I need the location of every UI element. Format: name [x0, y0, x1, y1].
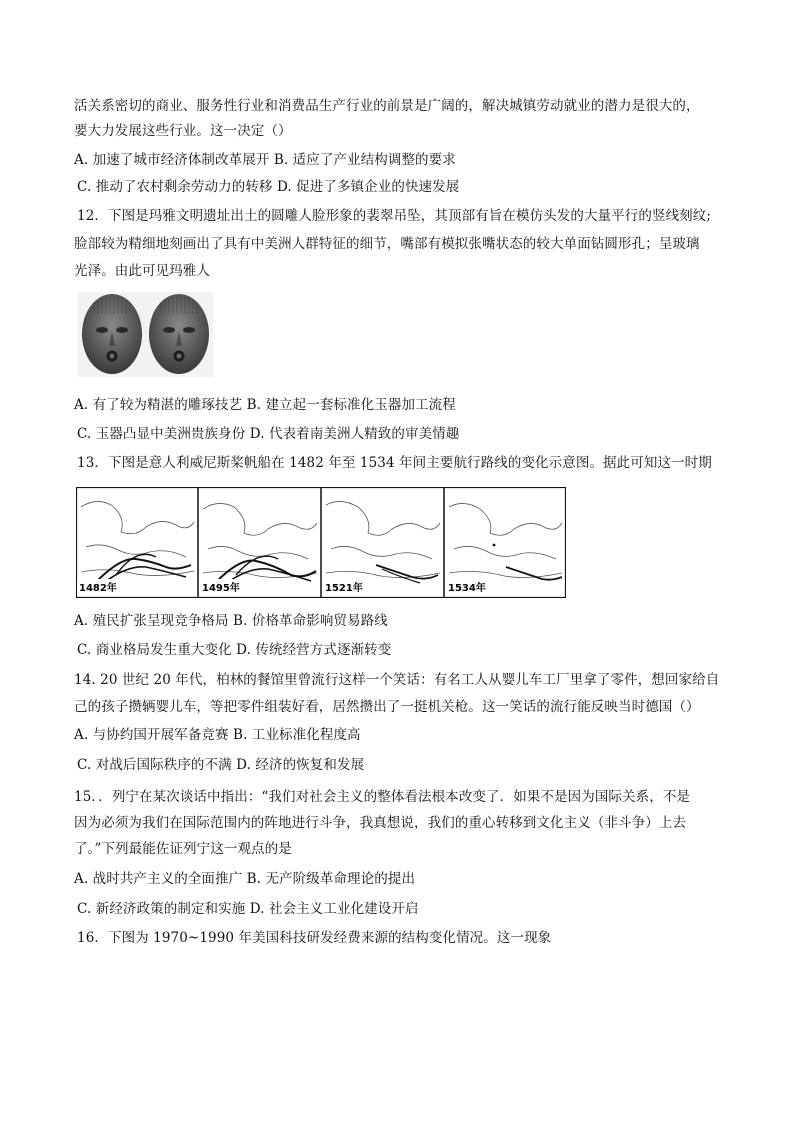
maya-jade-pendant-image: [78, 292, 213, 377]
q14-text-line-2: 己的孩子攒辆婴儿车，等把零件组装好看，居然攒出了一挺机关枪。这一笑话的流行能反映当时德国（）: [74, 699, 700, 715]
map-year-label-3: 1521年: [325, 583, 363, 594]
q15-options-cd: [77, 899, 419, 919]
mask-side: [149, 294, 209, 374]
q11-options-ab: [74, 150, 456, 170]
q15-text-line-1: 15．．列宁在某次谈话中指出：“我们对社会主义的整体看法根本改变了．如果不是因为国际关系，不是: [74, 789, 691, 805]
q11-option-a[interactable]: A. 加速了城市经济体制改革展开: [74, 152, 270, 168]
q12-text-line-2: 脸部较为精细地刻画出了具有中美洲人群特征的细节，嘴部有模拟张嘴状态的较大单面钻圆形孔；呈玻璃: [74, 236, 700, 252]
q12-options-ab: [74, 395, 456, 415]
q12-option-d[interactable]: D. 代表着南美洲人精致的审美情趣: [249, 426, 460, 442]
q15-option-c[interactable]: C. 新经济政策的制定和实施: [77, 901, 246, 917]
q14-option-d[interactable]: D. 经济的恢复和发展: [236, 757, 365, 773]
q15-options-ab: [74, 869, 415, 889]
mask-front: [82, 294, 142, 374]
q15-option-b[interactable]: B. 无产阶级革命理论的提出: [246, 871, 416, 887]
q14-option-a[interactable]: A. 与协约国开展军备竞赛: [74, 727, 229, 743]
q14-option-b[interactable]: B. 工业标准化程度高: [233, 727, 361, 743]
q13-option-c[interactable]: C. 商业格局发生重大变化: [77, 642, 232, 658]
map-year-label-1: 1482年: [79, 583, 117, 594]
q13-option-d[interactable]: D. 传统经营方式逐渐转变: [236, 642, 392, 658]
q13-option-a[interactable]: A. 殖民扩张呈现竞争格局: [74, 613, 229, 629]
q11-option-d[interactable]: D. 促进了多镇企业的快速发展: [276, 179, 460, 195]
q15-option-d[interactable]: D. 社会主义工业化建设开启: [249, 901, 419, 917]
q13-text-line-1: 13．下图是意人利威尼斯桨帆船在 1482 年至 1534 年间主要航行路线的变化示意图。据此可知这一时期: [77, 455, 712, 471]
q11-option-b[interactable]: B. 适应了产业结构调整的要求: [273, 152, 456, 168]
map-year-label-2: 1495年: [202, 583, 240, 594]
venice-galley-routes-map: [76, 487, 566, 598]
q12-text-line-1: 12．下图是玛雅文明遗址出土的圆雕人脸形象的裴翠吊坠，其顶部有旨在模仿头发的大量平行的竖线刻纹;: [77, 208, 712, 224]
q14-options-cd: [77, 755, 364, 775]
q11-text-line-2: 要大力发展这些行业。这一决定（）: [74, 123, 292, 139]
q12-option-c[interactable]: C. 玉器凸显中美洲贵族身份: [77, 426, 246, 442]
q16-text-line-1: 16．下图为 1970~1990 年美国科技研发经费来源的结构变化情况。这一现象: [77, 930, 552, 946]
q13-options-ab: [74, 611, 388, 631]
q12-option-a[interactable]: A. 有了较为精湛的雕琢技艺: [74, 397, 243, 413]
q15-text-line-2: 因为必须为我们在国际范围内的阵地进行斗争，我真想说，我们的重心转移到文化主义（非斗争）上去: [74, 815, 686, 831]
q13-option-b[interactable]: B. 价格革命影响贸易路线: [233, 613, 388, 629]
q12-option-b[interactable]: B. 建立起一套标准化玉器加工流程: [246, 397, 456, 413]
q14-text-line-1: 14. 20 世纪 20 年代，柏林的餐馆里曾流行这样一个笑话：有名工人从婴儿车工厂里拿了零件，想回家给自: [74, 672, 720, 688]
map-year-label-4: 1534年: [448, 583, 486, 594]
q15-text-line-3: 了。”下列最能佐证列宁这一观点的是: [74, 841, 292, 857]
q15-option-a[interactable]: A. 战时共产主义的全面推广: [74, 871, 243, 887]
q11-text-line-1: 活关系密切的商业、服务性行业和消费品生产行业的前景是广阔的，解决城镇劳动就业的潜力是很大的，: [74, 98, 700, 114]
q13-options-cd: [77, 640, 391, 660]
q14-options-ab: [74, 725, 361, 745]
q14-option-c[interactable]: C. 对战后国际秩序的不满: [77, 757, 232, 773]
q12-text-line-3: 光泽。由此可见玛雅人: [74, 263, 210, 279]
q12-options-cd: [77, 424, 459, 444]
q11-option-c[interactable]: C. 推动了农村剩余劳动力的转移: [77, 179, 273, 195]
q11-options-cd: [77, 177, 459, 197]
